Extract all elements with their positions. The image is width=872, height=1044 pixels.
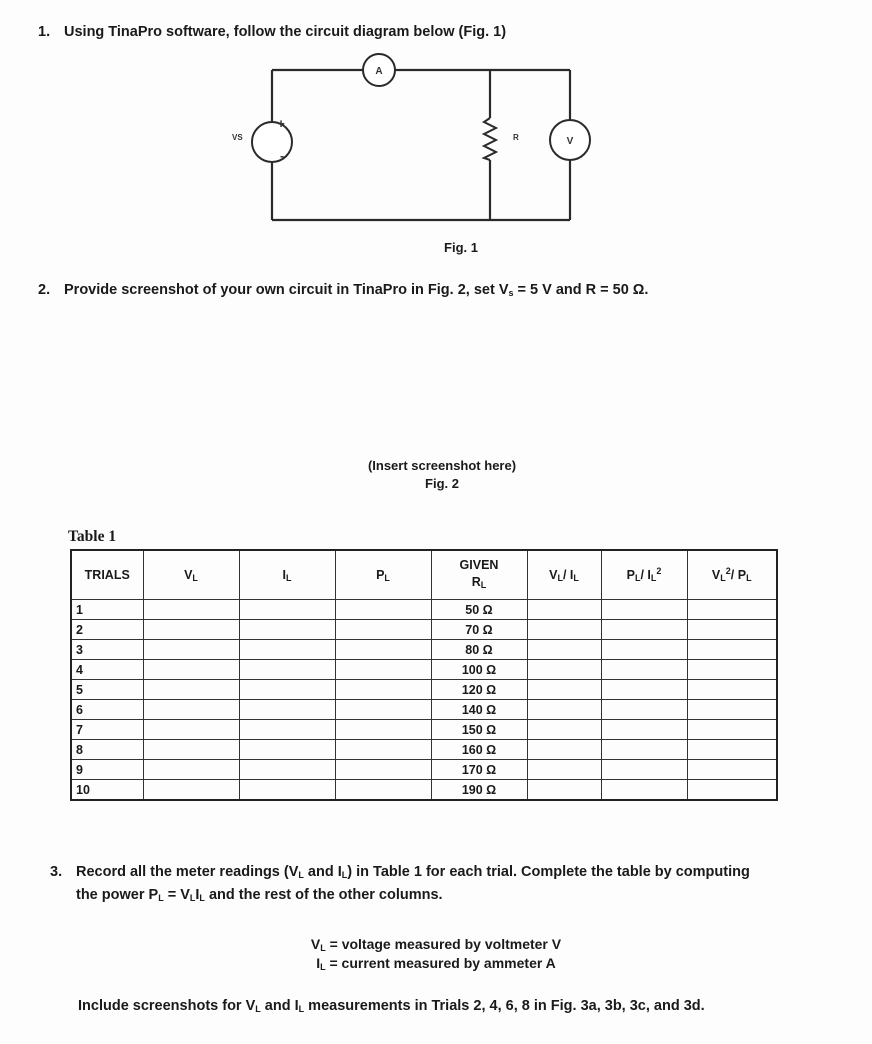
table-row	[71, 660, 777, 680]
empty-input-cell[interactable]	[335, 700, 431, 720]
empty-input-cell[interactable]	[143, 620, 239, 640]
circuit-diagram	[0, 0, 872, 260]
header-vl2-over-pl	[687, 550, 777, 600]
empty-input-cell[interactable]	[527, 660, 601, 680]
empty-input-cell[interactable]	[143, 760, 239, 780]
table-row	[71, 780, 777, 801]
empty-input-cell[interactable]	[143, 780, 239, 801]
q3-l1a: Record all the meter readings (V	[76, 864, 299, 880]
h6b-sup: 2	[656, 566, 662, 577]
header-vl-over-il	[527, 550, 601, 600]
empty-input-cell[interactable]	[687, 760, 777, 780]
empty-input-cell[interactable]	[335, 600, 431, 620]
empty-input-cell[interactable]	[335, 760, 431, 780]
empty-input-cell[interactable]	[335, 640, 431, 660]
q3-l2s1: L	[158, 893, 164, 903]
header-given-r-text: R	[471, 574, 481, 589]
given-rl-cell: 120 Ω	[431, 680, 527, 700]
given-rl-cell: 140 Ω	[431, 700, 527, 720]
h7a-sup: 2	[725, 566, 731, 577]
definition-vl	[0, 936, 872, 953]
empty-input-cell[interactable]	[143, 700, 239, 720]
empty-input-cell[interactable]	[239, 780, 335, 801]
q3-l1c: ) in Table 1 for each trial. Complete the table by computing	[347, 864, 750, 880]
source-minus: -	[280, 149, 284, 163]
empty-input-cell[interactable]	[239, 680, 335, 700]
table-row	[71, 640, 777, 660]
q3-l2d: and the rest of the other columns.	[204, 887, 443, 903]
h6a: P	[626, 568, 635, 583]
header-pl-text: P	[376, 567, 385, 582]
header-given-r-sub: L	[480, 579, 487, 590]
empty-input-cell[interactable]	[143, 640, 239, 660]
given-rl-cell: 170 Ω	[431, 760, 527, 780]
question-2-text: Provide screenshot of your own circuit in TinaPro in Fig. 2, set V	[64, 282, 509, 298]
voltage-source-icon	[252, 122, 292, 162]
definition-il	[0, 955, 872, 972]
trial-cell: 4	[71, 660, 143, 680]
question-2-sub: s	[508, 288, 514, 298]
empty-input-cell[interactable]	[687, 600, 777, 620]
empty-input-cell[interactable]	[601, 660, 687, 680]
table-1-title: Table 1	[68, 528, 117, 545]
q3-l1b: and I	[303, 864, 342, 880]
empty-input-cell[interactable]	[527, 620, 601, 640]
empty-input-cell[interactable]	[335, 620, 431, 640]
given-rl-cell: 80 Ω	[431, 640, 527, 660]
empty-input-cell[interactable]	[527, 740, 601, 760]
h5b-sub: L	[573, 572, 579, 583]
header-given-text: GIVEN	[459, 557, 499, 572]
empty-input-cell[interactable]	[239, 720, 335, 740]
given-rl-cell: 190 Ω	[431, 780, 527, 801]
empty-input-cell[interactable]	[601, 760, 687, 780]
empty-input-cell[interactable]	[687, 680, 777, 700]
q3-l2b: = V	[163, 887, 190, 903]
empty-input-cell[interactable]	[601, 620, 687, 640]
empty-input-cell[interactable]	[527, 680, 601, 700]
header-vl-text: V	[184, 567, 193, 582]
empty-input-cell[interactable]	[687, 720, 777, 740]
h7b-sub: L	[746, 573, 752, 584]
trial-cell: 10	[71, 780, 143, 801]
q3-l1s2: L	[341, 870, 348, 880]
trial-cell: 5	[71, 680, 143, 700]
h6b-sub: L	[650, 573, 657, 584]
header-given-r	[432, 574, 527, 594]
question-1-number: 1.	[38, 24, 51, 40]
def-i-sub: L	[320, 962, 326, 972]
empty-input-cell[interactable]	[687, 620, 777, 640]
empty-input-cell[interactable]	[335, 680, 431, 700]
header-il	[239, 550, 335, 600]
empty-input-cell[interactable]	[335, 780, 431, 801]
header-il-text: I	[282, 567, 286, 582]
table-row	[71, 740, 777, 760]
empty-input-cell[interactable]	[527, 700, 601, 720]
empty-input-cell[interactable]	[601, 780, 687, 801]
header-vl-sub: L	[192, 572, 198, 583]
empty-input-cell[interactable]	[335, 660, 431, 680]
table-row	[71, 680, 777, 700]
empty-input-cell[interactable]	[239, 660, 335, 680]
table-1	[70, 549, 778, 801]
empty-input-cell[interactable]	[143, 720, 239, 740]
include-screenshots-note	[78, 998, 705, 1014]
header-pl-over-il2	[601, 550, 687, 600]
empty-input-cell[interactable]	[601, 700, 687, 720]
empty-input-cell[interactable]	[687, 740, 777, 760]
empty-input-cell[interactable]	[239, 760, 335, 780]
given-rl-cell: 100 Ω	[431, 660, 527, 680]
table-row	[71, 720, 777, 740]
trial-cell: 3	[71, 640, 143, 660]
empty-input-cell[interactable]	[143, 740, 239, 760]
def-v-a: V	[310, 936, 321, 952]
question-2-number: 2.	[38, 282, 51, 298]
empty-input-cell[interactable]	[239, 740, 335, 760]
trial-cell: 8	[71, 740, 143, 760]
q3-l2a: the power P	[76, 887, 159, 903]
header-given	[431, 550, 527, 600]
incl-sub2: L	[298, 1004, 305, 1014]
header-pl	[335, 550, 431, 600]
question-2	[38, 282, 648, 298]
q3-l2s3: L	[199, 893, 205, 903]
header-il-sub: L	[285, 572, 292, 583]
h5a-sub: L	[557, 572, 563, 583]
question-3-number: 3.	[50, 864, 63, 880]
given-rl-cell: 70 Ω	[431, 620, 527, 640]
h6a-sub: L	[634, 573, 641, 584]
source-label: VS	[232, 133, 243, 142]
fig-1-caption: Fig. 1	[444, 240, 478, 255]
question-3	[50, 862, 850, 908]
header-trials: TRIALS	[71, 550, 143, 600]
table-row	[71, 620, 777, 640]
empty-input-cell[interactable]	[239, 600, 335, 620]
h7b: / P	[730, 568, 747, 583]
resistor-label: R	[513, 133, 519, 142]
h5a: V	[549, 567, 558, 582]
given-rl-cell: 150 Ω	[431, 720, 527, 740]
question-1-text: Using TinaPro software, follow the circuit diagram below (Fig. 1)	[64, 24, 507, 40]
trial-cell: 7	[71, 720, 143, 740]
incl-c: measurements in Trials 2, 4, 6, 8 in Fig. 3a, 3b, 3c, and 3d.	[304, 998, 705, 1014]
empty-input-cell[interactable]	[239, 640, 335, 660]
header-pl-sub: L	[384, 572, 390, 583]
empty-input-cell[interactable]	[239, 620, 335, 640]
trial-cell: 2	[71, 620, 143, 640]
def-i-a: I	[316, 955, 321, 971]
incl-a: Include screenshots for V	[78, 998, 256, 1014]
empty-input-cell[interactable]	[527, 760, 601, 780]
question-3-line-1	[50, 862, 850, 885]
question-2-text-after: = 5 V and R = 50 Ω.	[513, 282, 649, 298]
trial-cell: 1	[71, 600, 143, 620]
given-rl-cell: 160 Ω	[431, 740, 527, 760]
table-1-body	[71, 600, 777, 801]
q3-l2s2: L	[189, 893, 196, 903]
question-3-line-2	[50, 885, 850, 908]
empty-input-cell[interactable]	[601, 720, 687, 740]
trial-cell: 9	[71, 760, 143, 780]
trial-cell: 6	[71, 700, 143, 720]
h7a-sub: L	[720, 573, 726, 584]
empty-input-cell[interactable]	[601, 640, 687, 660]
empty-input-cell[interactable]	[601, 600, 687, 620]
q3-l1s1: L	[298, 870, 304, 880]
empty-input-cell[interactable]	[143, 660, 239, 680]
empty-input-cell[interactable]	[687, 700, 777, 720]
incl-sub1: L	[255, 1004, 261, 1014]
voltmeter-label: V	[566, 136, 574, 147]
source-plus: +	[277, 116, 285, 131]
empty-input-cell[interactable]	[687, 660, 777, 680]
def-v-b: = voltage measured by voltmeter V	[325, 936, 562, 952]
h5b: / I	[562, 567, 574, 582]
empty-input-cell[interactable]	[527, 720, 601, 740]
empty-input-cell[interactable]	[601, 680, 687, 700]
def-i-b: = current measured by ammeter A	[325, 955, 556, 971]
table-row	[71, 700, 777, 720]
empty-input-cell[interactable]	[335, 740, 431, 760]
empty-input-cell[interactable]	[239, 700, 335, 720]
incl-b: and I	[260, 998, 299, 1014]
empty-input-cell[interactable]	[143, 680, 239, 700]
fig-2-insert-text: (Insert screenshot here)	[367, 458, 517, 473]
empty-input-cell[interactable]	[335, 720, 431, 740]
given-rl-cell: 50 Ω	[431, 600, 527, 620]
empty-input-cell[interactable]	[527, 780, 601, 801]
empty-input-cell[interactable]	[143, 600, 239, 620]
table-header-row	[71, 550, 777, 600]
empty-input-cell[interactable]	[527, 600, 601, 620]
table-row	[71, 760, 777, 780]
empty-input-cell[interactable]	[601, 740, 687, 760]
empty-input-cell[interactable]	[527, 640, 601, 660]
h6b: / I	[640, 568, 651, 583]
def-v-sub: L	[320, 943, 326, 953]
ammeter-label: A	[375, 66, 383, 77]
table-row	[71, 600, 777, 620]
q3-l2c: I	[195, 887, 200, 903]
empty-input-cell[interactable]	[687, 780, 777, 801]
fig-2-caption: Fig. 2	[425, 476, 459, 491]
empty-input-cell[interactable]	[687, 640, 777, 660]
h7a: V	[711, 568, 721, 583]
header-vl	[143, 550, 239, 600]
